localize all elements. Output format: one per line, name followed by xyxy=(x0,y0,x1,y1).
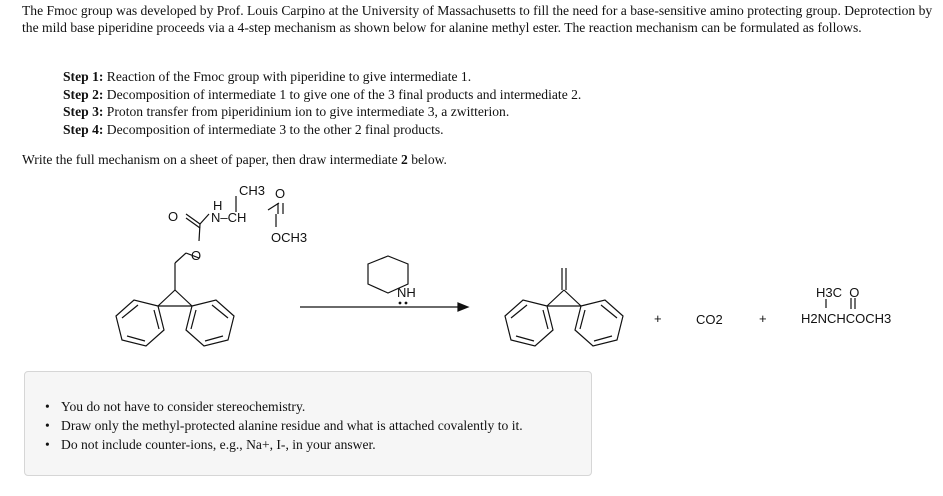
plus-sign-1: + xyxy=(654,311,662,326)
notes-box xyxy=(24,371,592,476)
nh-h-label: H xyxy=(213,198,223,213)
note-text: Do not include counter-ions, e.g., Na+, I-, in your answer. xyxy=(61,437,376,452)
och3-label: OCH3 xyxy=(271,230,308,245)
plus-sign-2: + xyxy=(759,311,767,326)
co2-label: CO2 xyxy=(696,312,723,327)
alanine-ester-label: H2NCHCOCH3 xyxy=(801,311,892,326)
carbamate-o-label: O xyxy=(168,209,179,224)
carbonyl-o-label: O xyxy=(275,186,286,201)
step-2-text: Decomposition of intermediate 1 to give one of the 3 final products and intermediate 2. xyxy=(103,86,582,102)
step-4-label: Step 4: xyxy=(63,121,104,137)
step-3-label: Step 3: xyxy=(63,104,104,119)
note-item: • You do not have to consider stereochemistry. xyxy=(45,399,306,414)
n-ch-label: N–CH xyxy=(211,210,247,225)
note-text: Draw only the methyl-protected alanine residue and what is attached covalently to it. xyxy=(61,418,523,433)
note-item: • Draw only the methyl-protected alanine residue and what is attached covalently to it. xyxy=(45,418,523,433)
intro-paragraph: The Fmoc group was developed by Prof. Louis Carpino at the University of Massachusetts to fill the need for a base-sensitive amino protecting group. Deprotection by the mild base piperidine proceeds via a 4-step mechanism as shown below for alanine methyl ester. The reaction mechanism can be formulated as follows. xyxy=(22,3,933,35)
piperidine-nh-label: NH xyxy=(397,285,416,300)
alanine-top-label: H3C O xyxy=(816,285,860,300)
step-4-text: Decomposition of intermediate 3 to the other 2 final products. xyxy=(103,121,444,137)
step-2-label: Step 2: xyxy=(63,86,104,102)
note-text: You do not have to consider stereochemistry. xyxy=(61,399,306,414)
ch3-label: CH3 xyxy=(239,183,266,198)
note-item: • Do not include counter-ions, e.g., Na+, I-, in your answer. xyxy=(45,437,376,452)
ester-o-label: O xyxy=(191,248,202,263)
step-3-text: Proton transfer from piperidinium ion to give intermediate 3, a zwitterion. xyxy=(103,104,510,119)
instruction-bold: 2 xyxy=(401,152,408,167)
step-1-text: Reaction of the Fmoc group with piperidine to give intermediate 1. xyxy=(103,69,472,84)
instruction-before: Write the full mechanism on a sheet of paper, then draw intermediate xyxy=(22,152,402,167)
instruction-after: below. xyxy=(407,152,447,167)
step-1-label: Step 1: xyxy=(63,69,104,84)
